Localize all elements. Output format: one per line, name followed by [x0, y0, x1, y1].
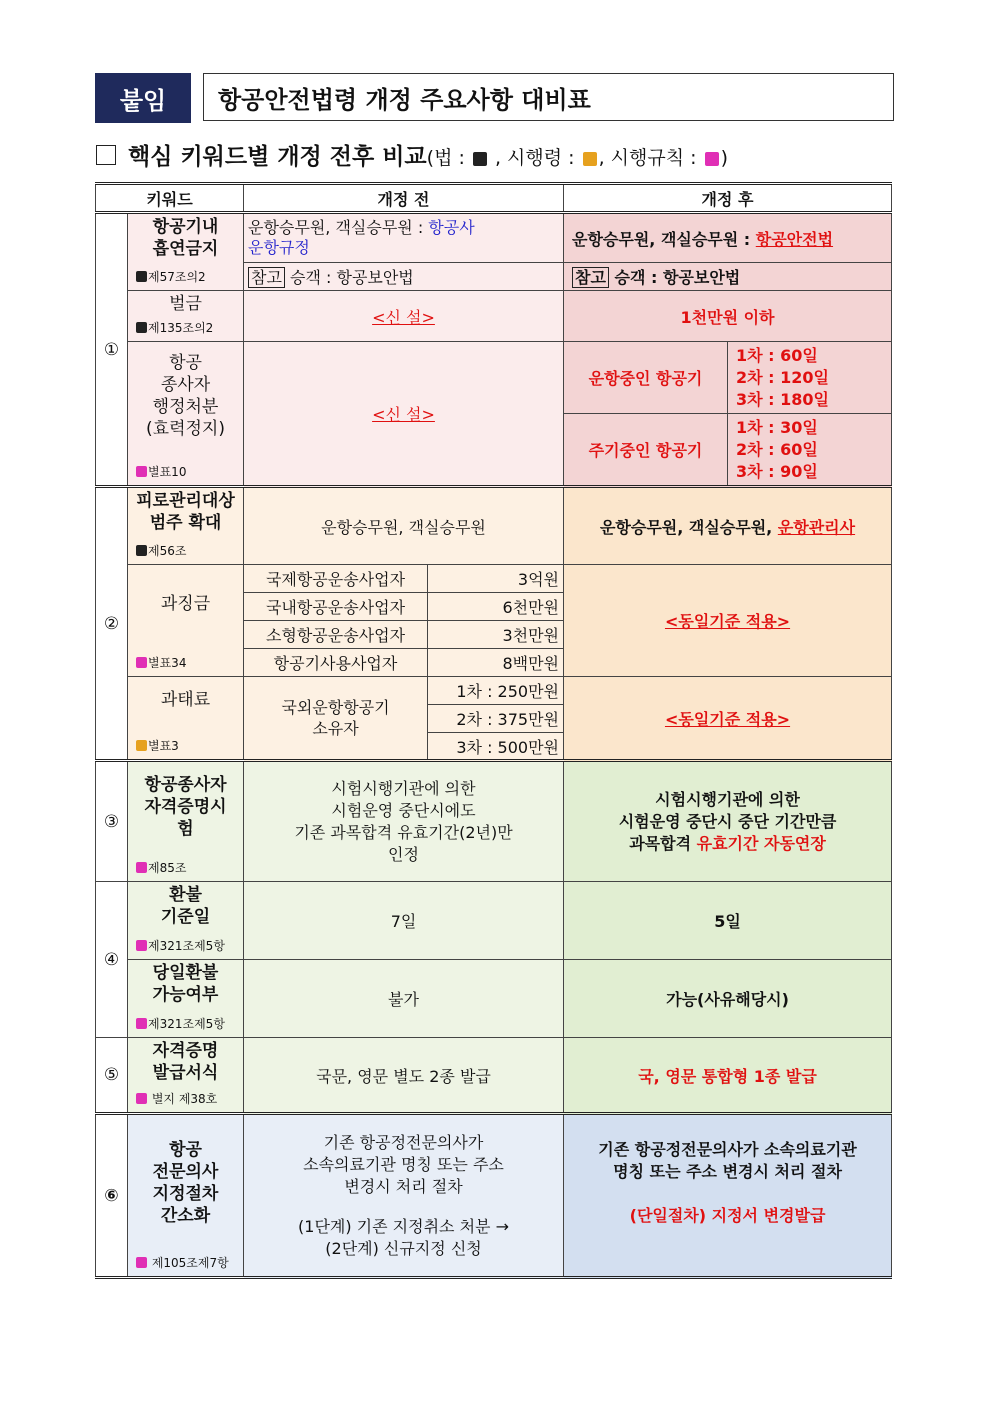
- penalty-type: 국내항공운송사업자: [244, 593, 428, 621]
- format-before: 국문, 영문 별도 2종 발급: [244, 1038, 564, 1114]
- smoking-after: 운항승무원, 객실승무원 : 항공안전법: [564, 213, 892, 263]
- ref-exam: 제85조: [136, 857, 186, 879]
- table-row: [96, 487, 892, 565]
- fine-after: 1천만원 이하: [564, 291, 892, 342]
- keyword-fee: 과태료 별표3: [128, 677, 244, 761]
- admin-operating-values: 1차 : 60일 2차 : 120일 3차 : 180일: [728, 342, 892, 414]
- checkbox-square-icon: [96, 145, 116, 165]
- penalty-after: <동일기준 적용>: [564, 565, 892, 677]
- table-row: [96, 213, 892, 263]
- fatigue-after: 운항승무원, 객실승무원, 운항관리사: [564, 487, 892, 565]
- keyword-admin: 항공 종사자 행정처분 (효력정지) 별표10: [128, 342, 244, 487]
- decree-icon: [136, 740, 147, 751]
- subtitle-legend: (법 : , 시행령 : , 시행규칙 : ): [426, 147, 728, 169]
- rule-icon: [136, 1093, 147, 1104]
- smoking-before: 운항승무원, 객실승무원 : 항공사 운항규정: [244, 213, 564, 263]
- penalty-amount: 3억원: [428, 565, 564, 593]
- table-row: [96, 342, 892, 414]
- subtitle-text: 핵심 키워드별 개정 전후 비교: [128, 144, 427, 170]
- smoking-before-note: 참고 승객 : 항공보안법: [244, 263, 564, 291]
- rule-icon: [136, 862, 147, 873]
- admin-before: <신 설>: [244, 342, 564, 487]
- table-row: [96, 677, 892, 705]
- sameday-after: 가능(사유해당시): [564, 960, 892, 1038]
- ref-fine: 제135조의2: [136, 317, 213, 339]
- table-row: [96, 1114, 892, 1278]
- law-icon: [473, 152, 487, 166]
- rule-icon: [136, 1018, 147, 1029]
- rule-icon: [136, 1257, 147, 1268]
- table-row: [96, 960, 892, 1038]
- rule-icon: [136, 940, 147, 951]
- ref-fee: 별표3: [136, 735, 179, 757]
- sameday-before: 불가: [244, 960, 564, 1038]
- table-row: [96, 761, 892, 882]
- section-number-4: ④: [96, 882, 128, 1038]
- section-subtitle: [96, 138, 728, 171]
- ref-fatigue: 제56조: [136, 540, 186, 562]
- ref-penalty: 별표34: [136, 652, 186, 674]
- format-after: 국, 영문 통합형 1종 발급: [564, 1038, 892, 1114]
- doctor-before: 기존 항공정전문의사가 소속의료기관 명칭 또는 주소 변경시 처리 절차 (1단계) 기존 지정취소 처분 → (2단계) 신규지정 신청: [244, 1114, 564, 1278]
- keyword-refund-date: 환불 기준일 제321조제5항: [128, 882, 244, 960]
- section-number-6: ⑥: [96, 1114, 128, 1278]
- ref-sameday: 제321조제5항: [136, 1013, 225, 1035]
- refund-before: 7일: [244, 882, 564, 960]
- table-row: [96, 1038, 892, 1114]
- header-before: 개정 전: [244, 184, 564, 213]
- law-icon: [136, 271, 147, 282]
- exam-before: 시험시행기관에 의한 시험운영 중단시에도 기존 과목합격 유효기간(2년)만 인정: [244, 761, 564, 882]
- penalty-amount: 6천만원: [428, 593, 564, 621]
- rule-icon: [136, 657, 147, 668]
- smoking-after-note: 참고 승객 : 항공보안법: [564, 263, 892, 291]
- penalty-amount: 8백만원: [428, 649, 564, 677]
- fee-after: <동일기준 적용>: [564, 677, 892, 761]
- header-keyword: 키워드: [96, 184, 244, 213]
- exam-after: 시험시행기관에 의한 시험운영 중단시 중단 기간만큼 과목합격 유효기간 자동연장: [564, 761, 892, 882]
- ref-smoking: 제57조의2: [136, 266, 206, 288]
- law-icon: [136, 545, 147, 556]
- rule-icon: [136, 466, 147, 477]
- keyword-certificate-format: 자격증명 발급서식 별지 제38호: [128, 1038, 244, 1114]
- fee-amount: 2차 : 375만원: [428, 705, 564, 733]
- ref-doctor: 제105조제7항: [136, 1252, 229, 1274]
- ref-admin: 별표10: [136, 461, 186, 483]
- fatigue-before: 운항승무원, 객실승무원: [244, 487, 564, 565]
- header-after: 개정 후: [564, 184, 892, 213]
- penalty-type: 소형항공운송사업자: [244, 621, 428, 649]
- document-title: 항공안전법령 개정 주요사항 대비표: [203, 73, 894, 121]
- keyword-fatigue: 피로관리대상 범주 확대 제56조: [128, 487, 244, 565]
- keyword-sameday-refund: 당일환불 가능여부 제321조제5항: [128, 960, 244, 1038]
- document-header: [95, 73, 896, 123]
- attachment-badge: 붙임: [95, 73, 191, 123]
- fee-owner: 국외운항항공기 소유자: [244, 677, 428, 761]
- fee-amount: 3차 : 500만원: [428, 733, 564, 761]
- ref-refund: 제321조제5항: [136, 935, 225, 957]
- comparison-table-wrap: [95, 182, 891, 1279]
- law-icon: [136, 322, 147, 333]
- section-number-3: ③: [96, 761, 128, 882]
- comparison-table: [95, 182, 892, 1279]
- keyword-doctor-designation: 항공 전문의사 지정절차 간소화 제105조제7항: [128, 1114, 244, 1278]
- table-header-row: [96, 184, 892, 213]
- section-number-2: ②: [96, 487, 128, 761]
- section-number-1: ①: [96, 213, 128, 487]
- penalty-type: 항공기사용사업자: [244, 649, 428, 677]
- doctor-after: 기존 항공정전문의사가 소속의료기관 명칭 또는 주소 변경시 처리 절차 (단일절차) 지정서 변경발급: [564, 1114, 892, 1278]
- refund-after: 5일: [564, 882, 892, 960]
- fee-amount: 1차 : 250만원: [428, 677, 564, 705]
- admin-parked-values: 1차 : 30일 2차 : 60일 3차 : 90일: [728, 414, 892, 487]
- table-row: [96, 291, 892, 342]
- keyword-certificate-exam: 항공종사자 자격증명시 험 제85조: [128, 761, 244, 882]
- ref-format: 별지 제38호: [136, 1088, 217, 1110]
- rule-icon: [705, 152, 719, 166]
- keyword-smoking: 항공기내 흡연금지 제57조의2: [128, 213, 244, 291]
- decree-icon: [583, 152, 597, 166]
- admin-operating-label: 운항중인 항공기: [564, 342, 728, 414]
- table-row: [96, 565, 892, 593]
- keyword-penalty: 과징금 별표34: [128, 565, 244, 677]
- section-number-5: ⑤: [96, 1038, 128, 1114]
- keyword-fine: 벌금 제135조의2: [128, 291, 244, 342]
- penalty-type: 국제항공운송사업자: [244, 565, 428, 593]
- penalty-amount: 3천만원: [428, 621, 564, 649]
- table-row: [96, 882, 892, 960]
- fine-before: <신 설>: [244, 291, 564, 342]
- admin-parked-label: 주기중인 항공기: [564, 414, 728, 487]
